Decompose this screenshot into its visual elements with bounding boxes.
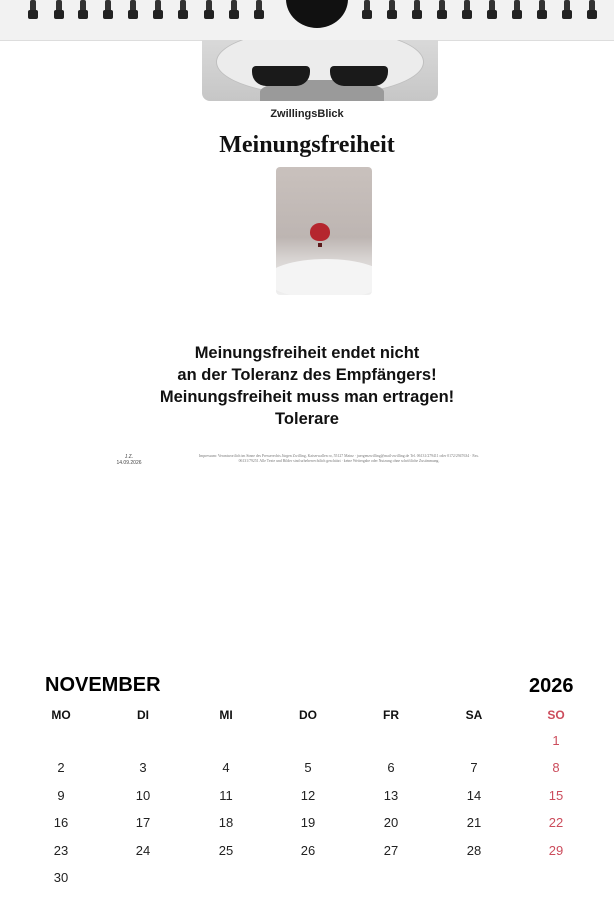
sunglasses-icon <box>252 66 392 88</box>
spiral-ring-icon <box>54 0 64 22</box>
spiral-ring-icon <box>462 0 472 22</box>
calendar-day: 2 <box>57 760 65 775</box>
weekday-header-mo: MO <box>51 708 71 722</box>
spiral-ring-icon <box>512 0 522 22</box>
spiral-ring-icon <box>487 0 497 22</box>
calendar-day: 6 <box>387 760 395 775</box>
calendar-year: 2026 <box>529 675 574 697</box>
calendar-day: 24 <box>135 843 151 858</box>
spiral-ring-icon <box>437 0 447 22</box>
calendar-day: 21 <box>466 815 482 830</box>
calendar-day: 19 <box>300 815 316 830</box>
spiral-ring-icon <box>387 0 397 22</box>
weekday-header-mi: MI <box>219 708 233 722</box>
calendar-day: 25 <box>218 843 234 858</box>
weekday-header-sa: SA <box>465 708 483 722</box>
calendar-day: 12 <box>300 788 316 803</box>
weekday-header-fr: FR <box>383 708 399 722</box>
calendar-day: 5 <box>304 760 312 775</box>
signature-initials: J.Z. <box>124 454 134 460</box>
quote-line: Tolerare <box>275 410 339 428</box>
weekday-header-so: SO <box>547 708 565 722</box>
calendar-day: 1 <box>552 733 560 748</box>
signature <box>107 454 151 466</box>
calendar-month: NOVEMBER <box>45 674 161 696</box>
calendar-day: 27 <box>383 843 399 858</box>
calendar-day: 8 <box>552 760 560 775</box>
calendar-day: 28 <box>466 843 482 858</box>
spiral-ring-icon <box>153 0 163 22</box>
spiral-ring-icon <box>254 0 264 22</box>
calendar-day: 29 <box>548 843 564 858</box>
calendar-day: 22 <box>548 815 564 830</box>
calendar-day: 3 <box>139 760 147 775</box>
calendar-day: 26 <box>300 843 316 858</box>
spiral-ring-icon <box>412 0 422 22</box>
balloon-basket <box>318 243 322 247</box>
calendar-day: 4 <box>222 760 230 775</box>
spiral-ring-icon <box>103 0 113 22</box>
spiral-ring-icon <box>204 0 214 22</box>
weekday-header-di: DI <box>137 708 149 722</box>
calendar-day: 9 <box>57 788 65 803</box>
cloud-shape <box>276 259 372 295</box>
calendar-day: 18 <box>218 815 234 830</box>
quote-line: an der Toleranz des Empfängers! <box>177 366 437 384</box>
calendar-day: 30 <box>53 870 69 885</box>
calendar-hanger-icon <box>286 0 348 28</box>
calendar-day: 15 <box>548 788 564 803</box>
calendar-day: 16 <box>53 815 69 830</box>
calendar-day: 10 <box>135 788 151 803</box>
spiral-binding <box>0 0 614 41</box>
header-photo <box>202 40 438 101</box>
spiral-ring-icon <box>587 0 597 22</box>
brand-name: ZwillingsBlick <box>270 108 344 120</box>
hot-air-balloon-icon <box>310 223 330 241</box>
page-title: Meinungsfreiheit <box>219 132 395 158</box>
spiral-ring-icon <box>128 0 138 22</box>
calendar-day: 13 <box>383 788 399 803</box>
calendar-day: 7 <box>470 760 478 775</box>
calendar-day: 17 <box>135 815 151 830</box>
spiral-ring-icon <box>562 0 572 22</box>
weekday-header-do: DO <box>299 708 317 722</box>
calendar-day: 20 <box>383 815 399 830</box>
quote-line: Meinungsfreiheit muss man ertragen! <box>159 388 455 406</box>
balloon-photo <box>276 167 372 295</box>
impressum-text: Impressum: Verantwortlich im Sinne des Presserechts Jürgen Zwilling, Kaiserwallen ro, 55127 Mainz · juergenzwilling@mail-zwilling.de Tel. 06131/279411 oder 0172/2947634 · Fax. 06131/79251 Alle Texte und Bilder sind urheberrechtlich geschützt · keine Weitergabe oder Nutzung ohne schriftliche Zustimmung. <box>199 454 479 463</box>
spiral-ring-icon <box>537 0 547 22</box>
spiral-ring-icon <box>362 0 372 22</box>
spiral-ring-icon <box>178 0 188 22</box>
quote-line: Meinungsfreiheit endet nicht <box>194 344 420 362</box>
quote-block <box>0 342 614 430</box>
calendar-day: 23 <box>53 843 69 858</box>
spiral-ring-icon <box>28 0 38 22</box>
signature-date: 14.09.2026 <box>116 460 142 466</box>
spiral-ring-icon <box>229 0 239 22</box>
calendar-day: 14 <box>466 788 482 803</box>
calendar-day: 11 <box>219 788 233 803</box>
spiral-ring-icon <box>78 0 88 22</box>
